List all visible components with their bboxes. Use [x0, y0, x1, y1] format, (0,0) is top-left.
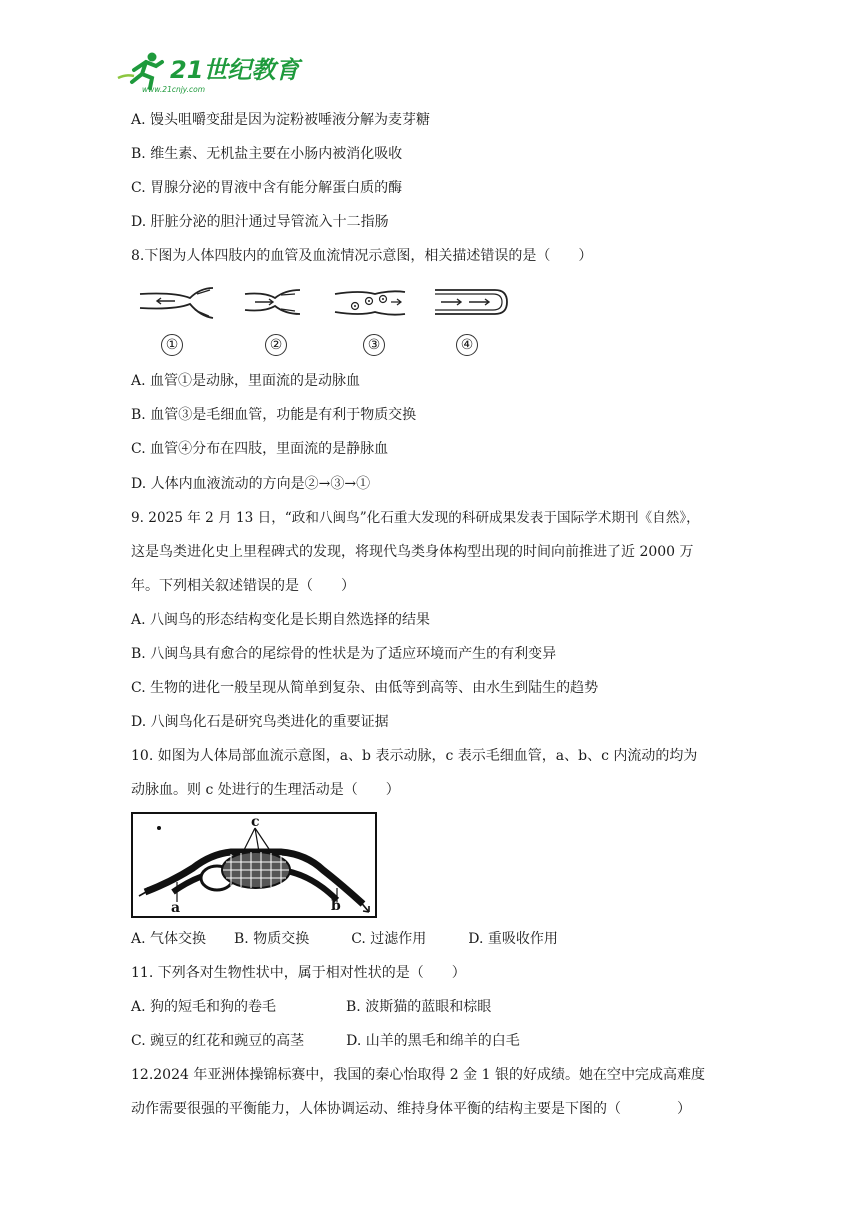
- logo-text: 21世纪教育: [170, 56, 300, 84]
- vessel-1-icon: [140, 288, 213, 318]
- q12-stem-line-2: 动作需要很强的平衡能力，人体协调运动、维持身体平衡的结构主要是下图的（ ）: [131, 1101, 691, 1117]
- q9-stem-line-3: 年。下列相关叙述错误的是（ ）: [131, 578, 355, 594]
- q9-stem-line-1: 9. 2025 年 2 月 13 日，“政和八闽鸟”化石重大发现的科研成果发表于国际学术期刊《自然》，: [131, 510, 700, 526]
- q9-option-d: D. 八闽鸟化石是研究鸟类进化的重要证据: [131, 714, 389, 730]
- q10-stem-line-2: 动脉血。则 c 处进行的生理活动是（ ）: [131, 782, 400, 798]
- q11-options-line-1: A. 狗的短毛和狗的卷毛 B. 波斯猫的蓝眼和棕眼: [131, 999, 492, 1015]
- q8-label-2: ②: [265, 334, 287, 356]
- q11-options-line-2: C. 豌豆的红花和豌豆的高茎 D. 山羊的黑毛和绵羊的白毛: [131, 1033, 520, 1049]
- q8-option-b: B. 血管③是毛细血管，功能是有利于物质交换: [131, 407, 417, 423]
- q10-label-b: b: [331, 898, 341, 914]
- logo: [112, 48, 300, 94]
- q8-vessel-figure: [135, 284, 515, 334]
- q7-option-a: A. 馒头咀嚼变甜是因为淀粉被唾液分解为麦芽糖: [131, 112, 431, 128]
- q8-option-d: D. 人体内血液流动的方向是②→③→①: [131, 476, 371, 492]
- q8-label-3: ③: [363, 334, 385, 356]
- q9-option-b: B. 八闽鸟具有愈合的尾综骨的性状是为了适应环境而产生的有利变异: [131, 646, 557, 662]
- q10-stem-line-1: 10. 如图为人体局部血流示意图，a、b 表示动脉，c 表示毛细血管，a、b、c 内流动的均为: [131, 748, 698, 764]
- runner-icon: [118, 53, 162, 89]
- vessel-4-icon: [435, 290, 507, 314]
- q10-options: A. 气体交换 B. 物质交换 C. 过滤作用 D. 重吸收作用: [131, 931, 558, 947]
- q11-stem: 11. 下列各对生物性状中，属于相对性状的是（ ）: [131, 965, 466, 981]
- q9-option-c: C. 生物的进化一般呈现从简单到复杂、由低等到高等、由水生到陆生的趋势: [131, 680, 599, 696]
- q8-stem: 8.下图为人体四肢内的血管及血流情况示意图，相关描述错误的是（ ）: [131, 248, 593, 264]
- q9-stem-line-2: 这是鸟类进化史上里程碑式的发现，将现代鸟类身体构型出现的时间向前推进了近 2000 万: [131, 544, 694, 560]
- q8-label-1: ①: [161, 334, 183, 356]
- q10-capillary-figure: [131, 812, 377, 918]
- q8-option-c: C. 血管④分布在四肢，里面流的是静脉血: [131, 441, 389, 457]
- q9-option-a: A. 八闽鸟的形态结构变化是长期自然选择的结果: [131, 612, 431, 628]
- q10-label-c: c: [251, 814, 260, 830]
- q7-option-c: C. 胃腺分泌的胃液中含有能分解蛋白质的酶: [131, 180, 403, 196]
- q8-label-4: ④: [456, 334, 478, 356]
- vessel-2-icon: [245, 290, 300, 314]
- q8-option-a: A. 血管①是动脉，里面流的是动脉血: [131, 373, 361, 389]
- q7-option-b: B. 维生素、无机盐主要在小肠内被消化吸收: [131, 146, 403, 162]
- q7-option-d: D. 肝脏分泌的胆汁通过导管流入十二指肠: [131, 214, 389, 230]
- q10-label-a: a: [171, 900, 181, 916]
- q12-stem-line-1: 12.2024 年亚洲体操锦标赛中，我国的秦心怡取得 2 金 1 银的好成绩。她在空中完成高难度: [131, 1067, 705, 1083]
- logo-url: www.21cnjy.com: [142, 85, 206, 94]
- vessel-3-icon: [335, 291, 405, 314]
